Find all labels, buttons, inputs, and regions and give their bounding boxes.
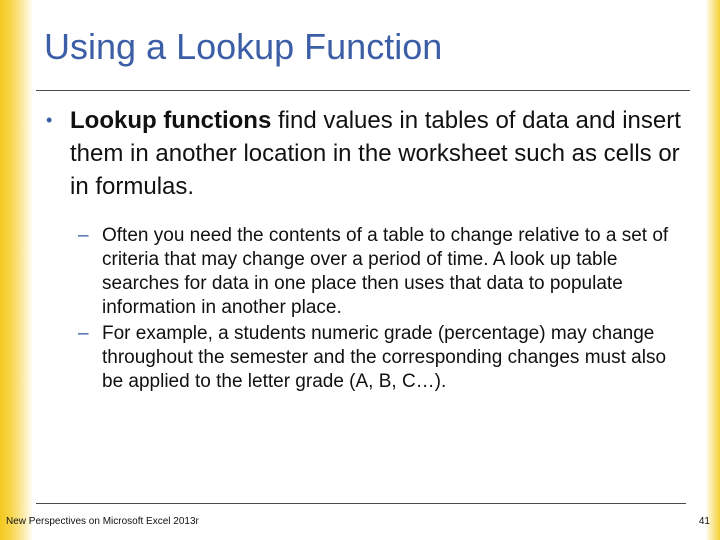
footer-divider [36,503,686,504]
page-number: 41 [698,516,710,527]
sub-bullet-text: Often you need the contents of a table to change relative to a set of criteria that may change over a period of time. A look up table searches for data in one place then uses that data to populate information in another place. [102,225,669,318]
slide-title: Using a Lookup Function [44,26,443,67]
sub-bullet-item [76,224,688,320]
sub-bullet-marker: – [78,225,89,246]
left-decorative-band [0,0,32,540]
sub-bullet-text: For example, a students numeric grade (percentage) may change throughout the semester and the corresponding changes must also be applied to the letter grade (A, B, C…). [102,323,667,392]
sub-bullet-list [76,224,688,396]
sub-bullet-marker: – [78,323,89,344]
sub-bullet-item [76,322,688,394]
bullet-marker: • [46,110,53,130]
main-bullet-text: find values in tables of data and insert them in another location in the worksheet such as cells or in formulas. [70,107,681,200]
main-bullet-bold-text: Lookup functions [70,107,272,134]
right-decorative-band [706,0,720,540]
footer-text: New Perspectives on Microsoft Excel 2013r [6,516,199,527]
title-divider [36,90,690,91]
main-bullet [44,104,700,203]
